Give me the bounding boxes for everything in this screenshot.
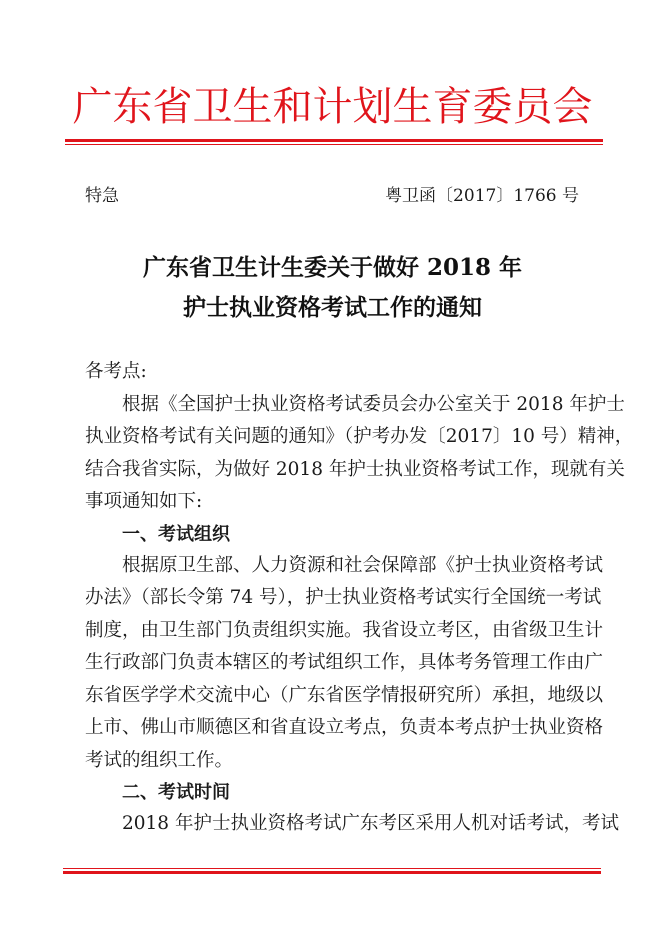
body-line: 办法》（部长令第 74 号），护士执业资格考试实行全国统一考试 [85,587,602,608]
document-title-line-2: 护士执业资格考试工作的通知 [183,294,482,321]
section-paragraph-exam-time [85,808,619,841]
body-line: 考试的组织工作。 [85,749,234,771]
body-line: 事项通知如下: [85,491,203,512]
section-heading-exam-organization: 一、考试组织 [122,523,230,545]
urgency-label: 特急 [85,186,119,206]
header-rule-thick [65,139,603,142]
body-line: 东省医学学术交流中心（广东省医学情报研究所）承担，地级以 [85,684,604,706]
header-rule-thin [65,144,603,145]
body-line: 生行政部门负责本辖区的考试组织工作，具体考务管理工作由广 [85,652,604,673]
body-line: 根据《全国护士执业资格考试委员会办公室关于 2018 年护士 [122,393,625,415]
header-red-rule [65,139,603,147]
body-line: 执业资格考试有关问题的通知》（护考办发〔2017〕10 号）精神， [85,426,634,447]
body-line: 上市、佛山市顺德区和省直设立考点，负责本考点护士执业资格 [85,717,604,738]
document-title [0,248,665,328]
issuing-authority-title: 广东省卫生和计划生育委员会 [72,84,593,130]
salutation: 各考点: [85,361,147,382]
body-line: 根据原卫生部、人力资源和社会保障部《护士执业资格考试 [122,554,604,576]
body-line: 结合我省实际，为做好 2018 年护士执业资格考试工作，现就有关 [85,458,625,480]
document-number: 粤卫函〔2017〕1766 号 [385,186,579,206]
section-paragraph-exam-organization [85,550,604,778]
body-line: 2018 年护士执业资格考试广东考区采用人机对话考试，考试 [122,813,619,834]
intro-paragraph [85,389,634,519]
footer-red-rule [63,867,601,875]
body-line: 制度，由卫生部门负责组织实施。我省设立考区，由省级卫生计 [85,619,604,641]
section-heading-exam-time: 二、考试时间 [122,782,230,803]
document-title-line-1: 广东省卫生计生委关于做好 2018 年 [142,254,523,281]
footer-rule-thick [63,871,601,874]
footer-rule-thin [63,868,601,869]
document-body [85,356,634,841]
document-meta-row [85,183,579,209]
